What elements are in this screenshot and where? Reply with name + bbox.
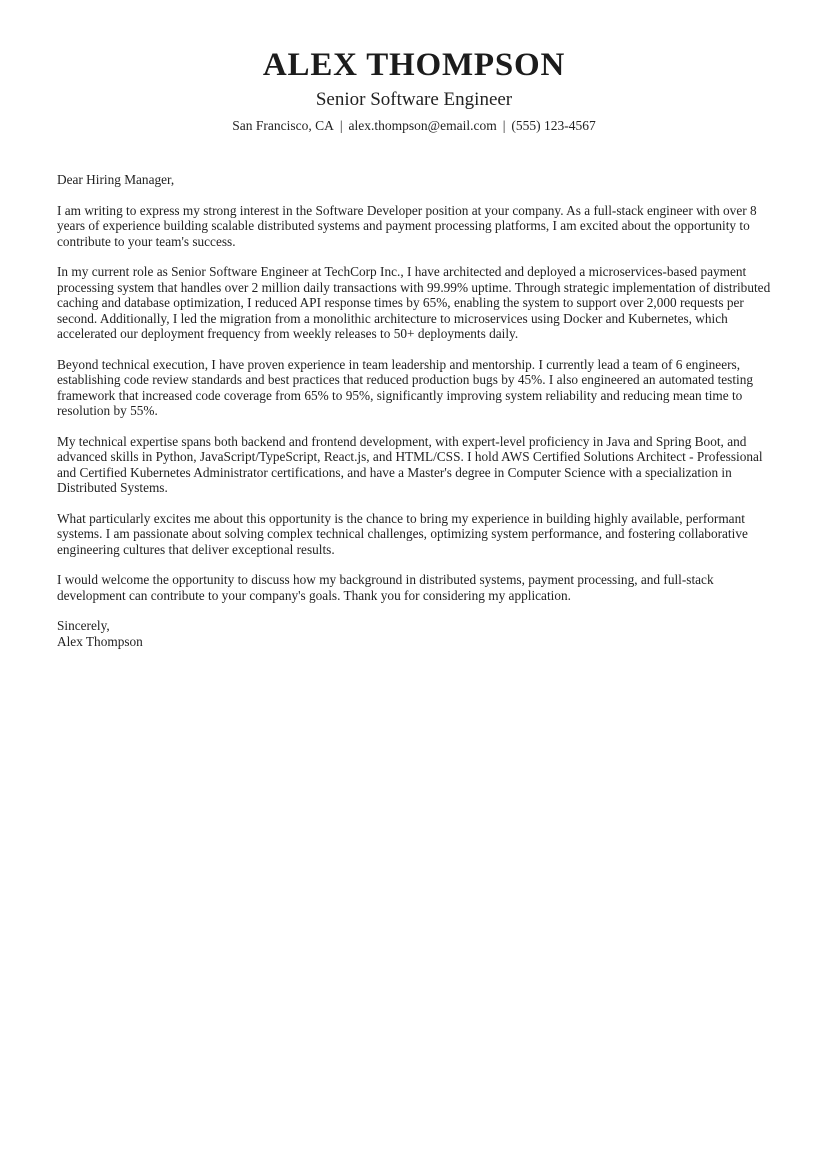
contact-separator: | [502, 118, 506, 134]
closing-salutation: Sincerely, [57, 618, 110, 634]
salutation: Dear Hiring Manager, [57, 172, 175, 188]
closing-block [57, 618, 771, 649]
applicant-job-title: Senior Software Engineer [315, 88, 513, 110]
letter-header [57, 46, 771, 135]
contact-email: alex.thompson@email.com [348, 118, 497, 134]
contact-separator: | [339, 118, 343, 134]
body-paragraph-current-role: In my current role as Senior Software Engineer at TechCorp Inc., I have architected and deployed a microservices-based payment processing system that handles over 2 million daily transactions with 99.99% uptime. Through strategic implementation of distributed caching and database optimization, I reduced API response times by 65%, enabling the system to support over 2,000 requests per second. Additionally, I led the migration from a monolithic architecture to microservices using Docker and Kubernetes, which accelerated our deployment frequency from weekly releases to 50+ deployments daily. [57, 264, 771, 342]
body-paragraph-leadership: Beyond technical execution, I have proven experience in team leadership and mentorship. I currently lead a team of 6 engineers, establishing code review standards and best practices that reduced production bugs by 45%. I also engineered an automated testing framework that increased code coverage from 65% to 95%, significantly improving system reliability and reducing mean time to resolution by 55%. [57, 356, 754, 419]
contact-location: San Francisco, CA [232, 118, 334, 134]
signature-name: Alex Thompson [57, 633, 143, 649]
body-paragraph-expertise: My technical expertise spans both backend and frontend development, with expert-level proficiency in Java and Spring Boot, and advanced skills in Python, JavaScript/TypeScript, React.js, and HTML/CSS. I hold AWS Certified Solutions Architect - Professional and Certified Kubernetes Administrator certifications, and have a Master's degree in Computer Science with a specialization in Distributed Systems. [57, 433, 763, 496]
body-paragraph-call-to-action: I would welcome the opportunity to discuss how my background in distributed systems, payment processing, and full-stack development can contribute to your company's goals. Thank you for considering my application. [57, 572, 714, 603]
contact-line [57, 118, 771, 135]
applicant-name: ALEX THOMPSON [262, 47, 566, 83]
body-paragraph-intro: I am writing to express my strong interest in the Software Developer position at your company. As a full-stack engineer with over 8 years of experience building scalable distributed systems and payment processing platforms, I am excited about the opportunity to contribute to your team's success. [57, 202, 757, 249]
body-paragraph-motivation: What particularly excites me about this opportunity is the chance to bring my experience in building highly available, performant systems. I am passionate about solving complex technical challenges, optimizing system performance, and fostering collaborative engineering cultures that deliver exceptional results. [57, 510, 748, 557]
contact-phone: (555) 123-4567 [511, 118, 596, 134]
letter-body [57, 172, 771, 649]
